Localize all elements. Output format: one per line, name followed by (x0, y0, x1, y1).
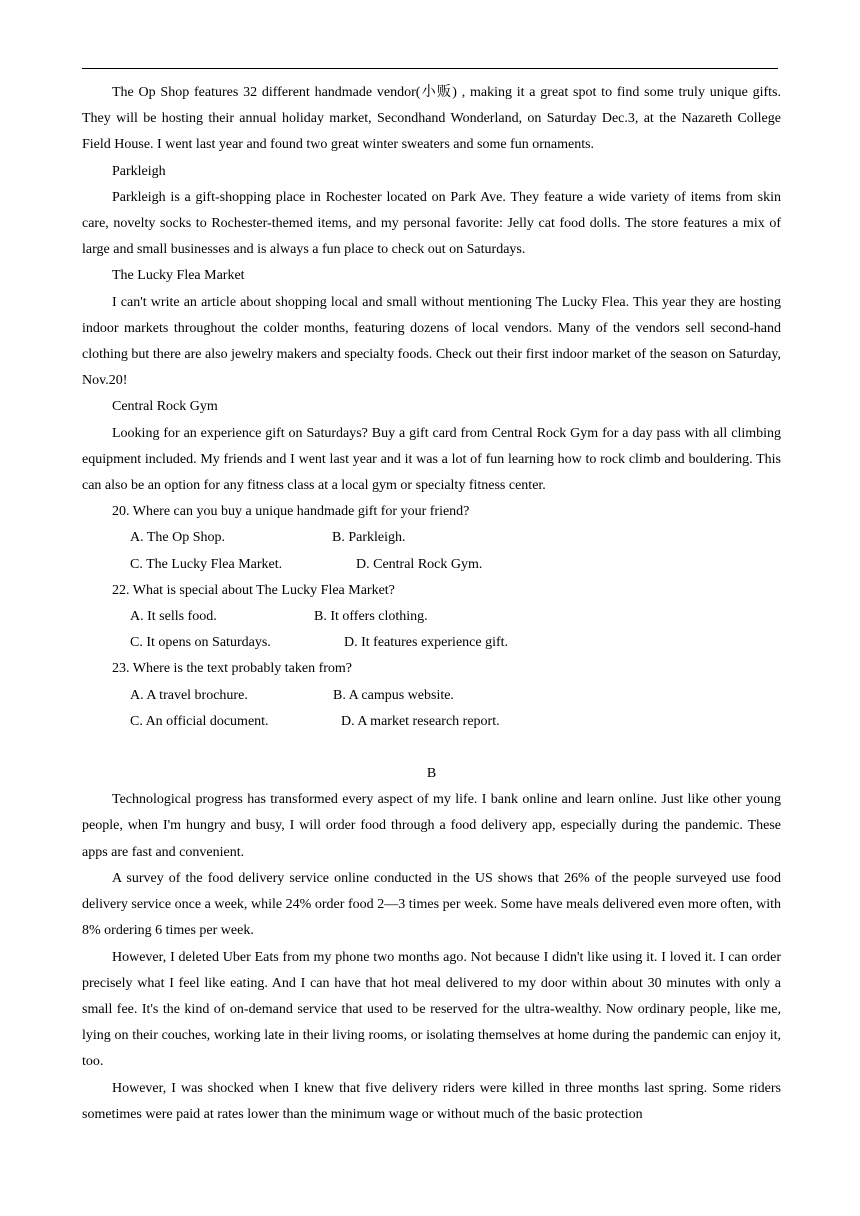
passage-b-paragraph-3: However, I deleted Uber Eats from my phone two months ago. Not because I didn't like using it. I loved it. I can order precisely what I feel like eating. And I can have that hot meal delivered to my door within about 30 minutes with only a small fee. It's the kind of on-demand service that used to be reserved for the ultra-wealthy. Now ordinary people, like me, lying on their couches, working late in their living rooms, or isolating themselves at home during the pandemic can enjoy it, too. (82, 949, 781, 1070)
question-23-options-row-2 (82, 709, 781, 735)
passage-a-paragraph-2: Parkleigh is a gift-shopping place in Rochester located on Park Ave. They feature a wide variety of items from skin care, novelty socks to Rochester-themed items, and my personal favorite: Jelly cat food dolls. The store features a mix of large and small businesses and is always a fun place to check out on Saturdays. (82, 189, 781, 258)
option-a: A. A travel brochure. (130, 687, 248, 703)
passage-a-paragraph-3: I can't write an article about shopping local and small without mentioning The Lucky Flea. This year they are hosting indoor markets throughout the colder months, featuring dozens of local vendors. Many of the vendors sell second-hand clothing but there are also jewelry makers and specialty foods. Check out their first indoor market of the season on Saturday, Nov.20! (82, 294, 781, 389)
passage-a-paragraph-4: Looking for an experience gift on Saturdays? Buy a gift card from Central Rock Gym for a day pass with all climbing equipment included. My friends and I went last year and it was a lot of fun learning how to rock climb and bouldering. This can also be an option for any fitness class at a local gym or specialty fitness center. (82, 425, 781, 494)
section-heading-lucky-flea: The Lucky Flea Market (112, 268, 245, 284)
question-20-options-row-2 (82, 552, 781, 578)
option-b: B. It offers clothing. (314, 609, 428, 625)
option-b: B. Parkleigh. (332, 530, 406, 546)
question-20-options-row-1 (82, 525, 781, 551)
option-c: C. It opens on Saturdays. (130, 635, 271, 651)
question-20-stem: 20. Where can you buy a unique handmade gift for your friend? (112, 504, 470, 520)
section-heading-central-rock-gym: Central Rock Gym (112, 399, 218, 415)
section-heading-parkleigh: Parkleigh (112, 163, 166, 179)
question-23-stem: 23. Where is the text probably taken from? (112, 661, 352, 677)
option-a: A. The Op Shop. (130, 530, 226, 546)
option-d: D. Central Rock Gym. (356, 556, 483, 572)
option-d: D. A market research report. (341, 713, 500, 729)
option-c: C. The Lucky Flea Market. (130, 556, 283, 572)
option-d: D. It features experience gift. (344, 635, 509, 651)
option-a: A. It sells food. (130, 609, 217, 625)
option-c: C. An official document. (130, 713, 269, 729)
document-page (82, 80, 781, 1128)
passage-b-label: B (426, 766, 437, 782)
header-rule (82, 68, 778, 69)
option-b: B. A campus website. (333, 687, 454, 703)
section-gap (82, 735, 781, 761)
question-22-options-row-1 (82, 604, 781, 630)
question-23-options-row-1 (82, 683, 781, 709)
passage-b-paragraph-2: A survey of the food delivery service online conducted in the US shows that 26% of the people surveyed use food delivery service once a week, while 24% order food 2—3 times per week. Some have meals delivered even more often, with 8% ordering 6 times per week. (82, 870, 781, 939)
passage-a-paragraph-1: The Op Shop features 32 different handmade vendor(小贩) , making it a great spot to find some truly unique gifts. They will be hosting their annual holiday market, Secondhand Wonderland, on Saturday Dec.3, at the Nazareth College Field House. I went last year and found two great winter sweaters and some fun ornaments. (82, 85, 781, 153)
question-22-stem: 22. What is special about The Lucky Flea Market? (112, 582, 395, 598)
passage-b-paragraph-1: Technological progress has transformed every aspect of my life. I bank online and learn online. Just like other young people, when I'm hungry and busy, I will order food through a food delivery app, especially during the pandemic. These apps are fast and convenient. (82, 792, 781, 860)
question-22-options-row-2 (82, 630, 781, 656)
passage-b-paragraph-4: However, I was shocked when I knew that five delivery riders were killed in three months last spring. Some riders sometimes were paid at rates lower than the minimum wage or without much of the basic protection (82, 1080, 781, 1122)
